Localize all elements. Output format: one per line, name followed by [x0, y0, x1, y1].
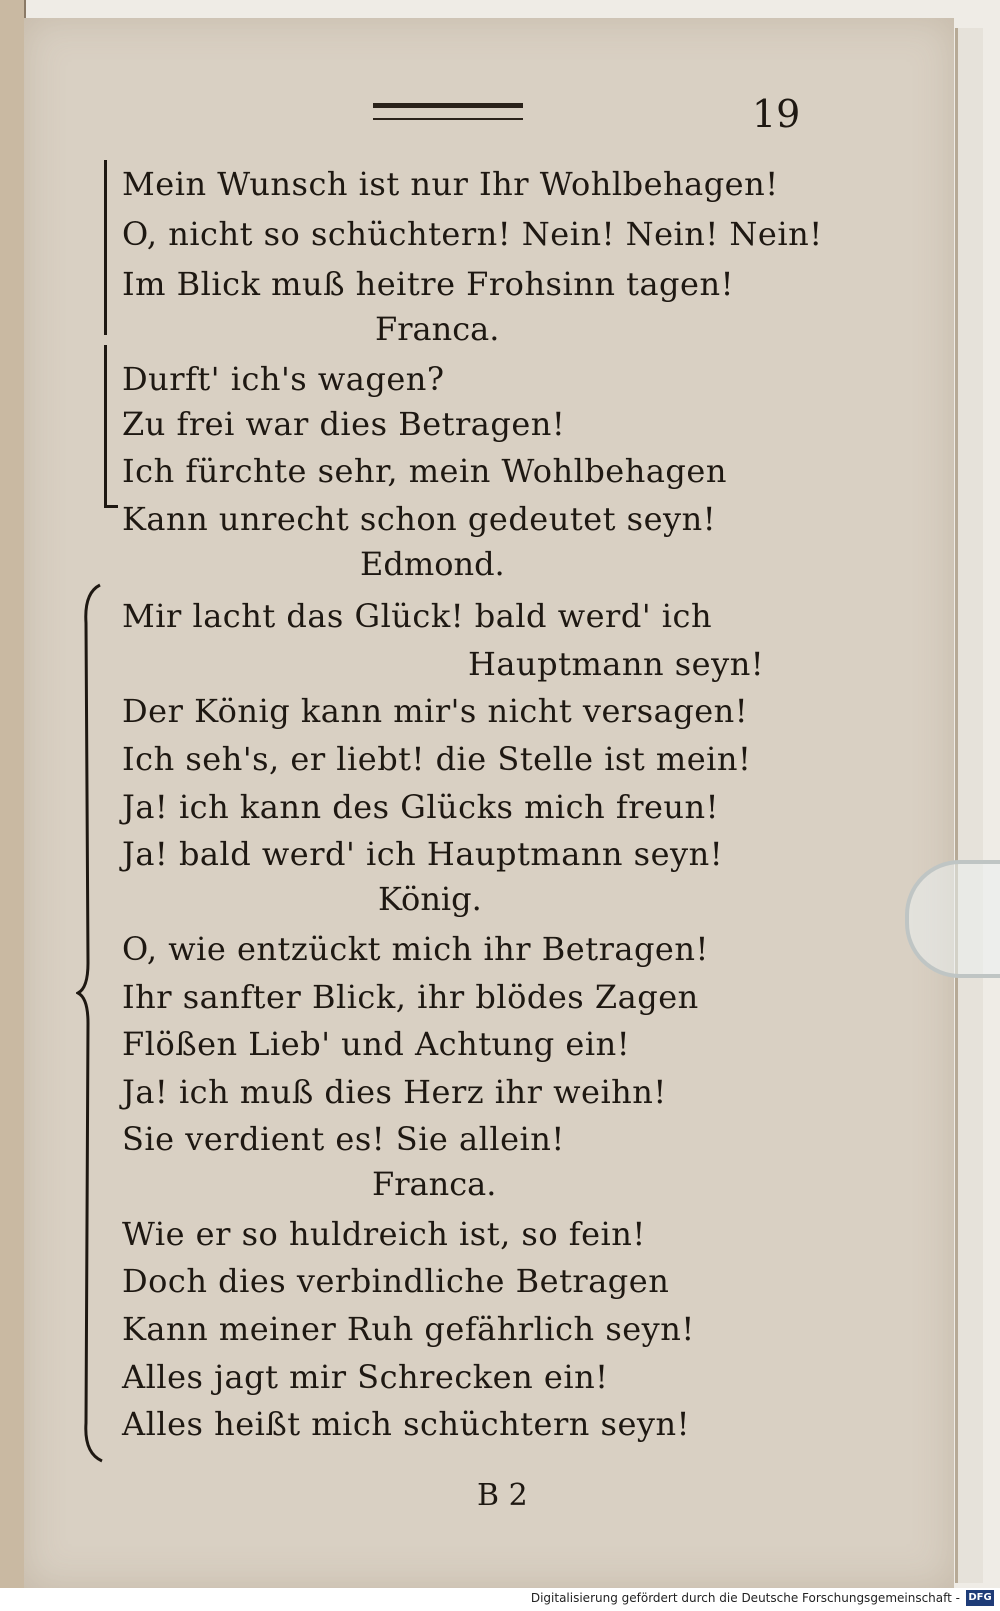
speaker-name: König. [378, 880, 482, 918]
verse-line: O, wie entzückt mich ihr Betragen! [122, 930, 709, 968]
footer-credit: Digitalisierung gefördert durch die Deutsche Forschungsgemeinschaft - [530, 1591, 960, 1605]
verse-line: Alles jagt mir Schrecken ein! [122, 1358, 609, 1396]
verse-line: Ja! ich muß dies Herz ihr weihn! [122, 1073, 667, 1111]
speaker-name: Franca. [372, 1165, 497, 1203]
verse-line: Doch dies verbindliche Betragen [122, 1262, 670, 1300]
verse-line: Kann meiner Ruh gefährlich seyn! [122, 1310, 695, 1348]
curly-brace [76, 583, 106, 1463]
header-rule-thick [373, 103, 523, 108]
verse-line: Ja! bald werd' ich Hauptmann seyn! [122, 835, 724, 873]
verse-line: O, nicht so schüchtern! Nein! Nein! Nein! [122, 215, 823, 253]
verse-line: Hauptmann seyn! [468, 645, 765, 683]
verse-line: Ich fürchte sehr, mein Wohlbehagen [122, 452, 727, 490]
bracket-bar-2-tail [104, 505, 118, 508]
previous-page-edge [0, 0, 26, 1590]
footer-bar [0, 1588, 1000, 1611]
verse-line: Der König kann mir's nicht versagen! [122, 692, 749, 730]
verse-line: Ihr sanfter Blick, ihr blödes Zagen [122, 978, 699, 1016]
verse-line: Flößen Lieb' und Achtung ein! [122, 1025, 631, 1063]
verse-line: Kann unrecht schon gedeutet seyn! [122, 500, 717, 538]
verse-line: Ja! ich kann des Glücks mich freun! [122, 788, 719, 826]
verse-line: Im Blick muß heitre Frohsinn tagen! [122, 265, 734, 303]
bracket-bar-2 [104, 345, 107, 505]
verse-line: Durft' ich's wagen? [122, 360, 445, 398]
verse-line: Zu frei war dies Betragen! [122, 405, 566, 443]
dfg-logo: DFG [966, 1590, 994, 1606]
bracket-bar-1 [104, 160, 107, 335]
speaker-name: Franca. [375, 310, 500, 348]
page-clip [905, 860, 1000, 978]
speaker-name: Edmond. [360, 545, 505, 583]
header-rule-thin [373, 118, 523, 120]
verse-line: Wie er so huldreich ist, so fein! [122, 1215, 646, 1253]
verse-line: Ich seh's, er liebt! die Stelle ist mein! [122, 740, 752, 778]
verse-line: Mir lacht das Glück! bald werd' ich [122, 597, 713, 635]
verse-line: Mein Wunsch ist nur Ihr Wohlbehagen! [122, 165, 779, 203]
page-number: 19 [752, 92, 801, 136]
verse-line: Alles heißt mich schüchtern seyn! [122, 1405, 690, 1443]
verse-line: Sie verdient es! Sie allein! [122, 1120, 565, 1158]
signature-mark: B 2 [477, 1478, 528, 1513]
page-stack-edge [955, 28, 983, 1583]
